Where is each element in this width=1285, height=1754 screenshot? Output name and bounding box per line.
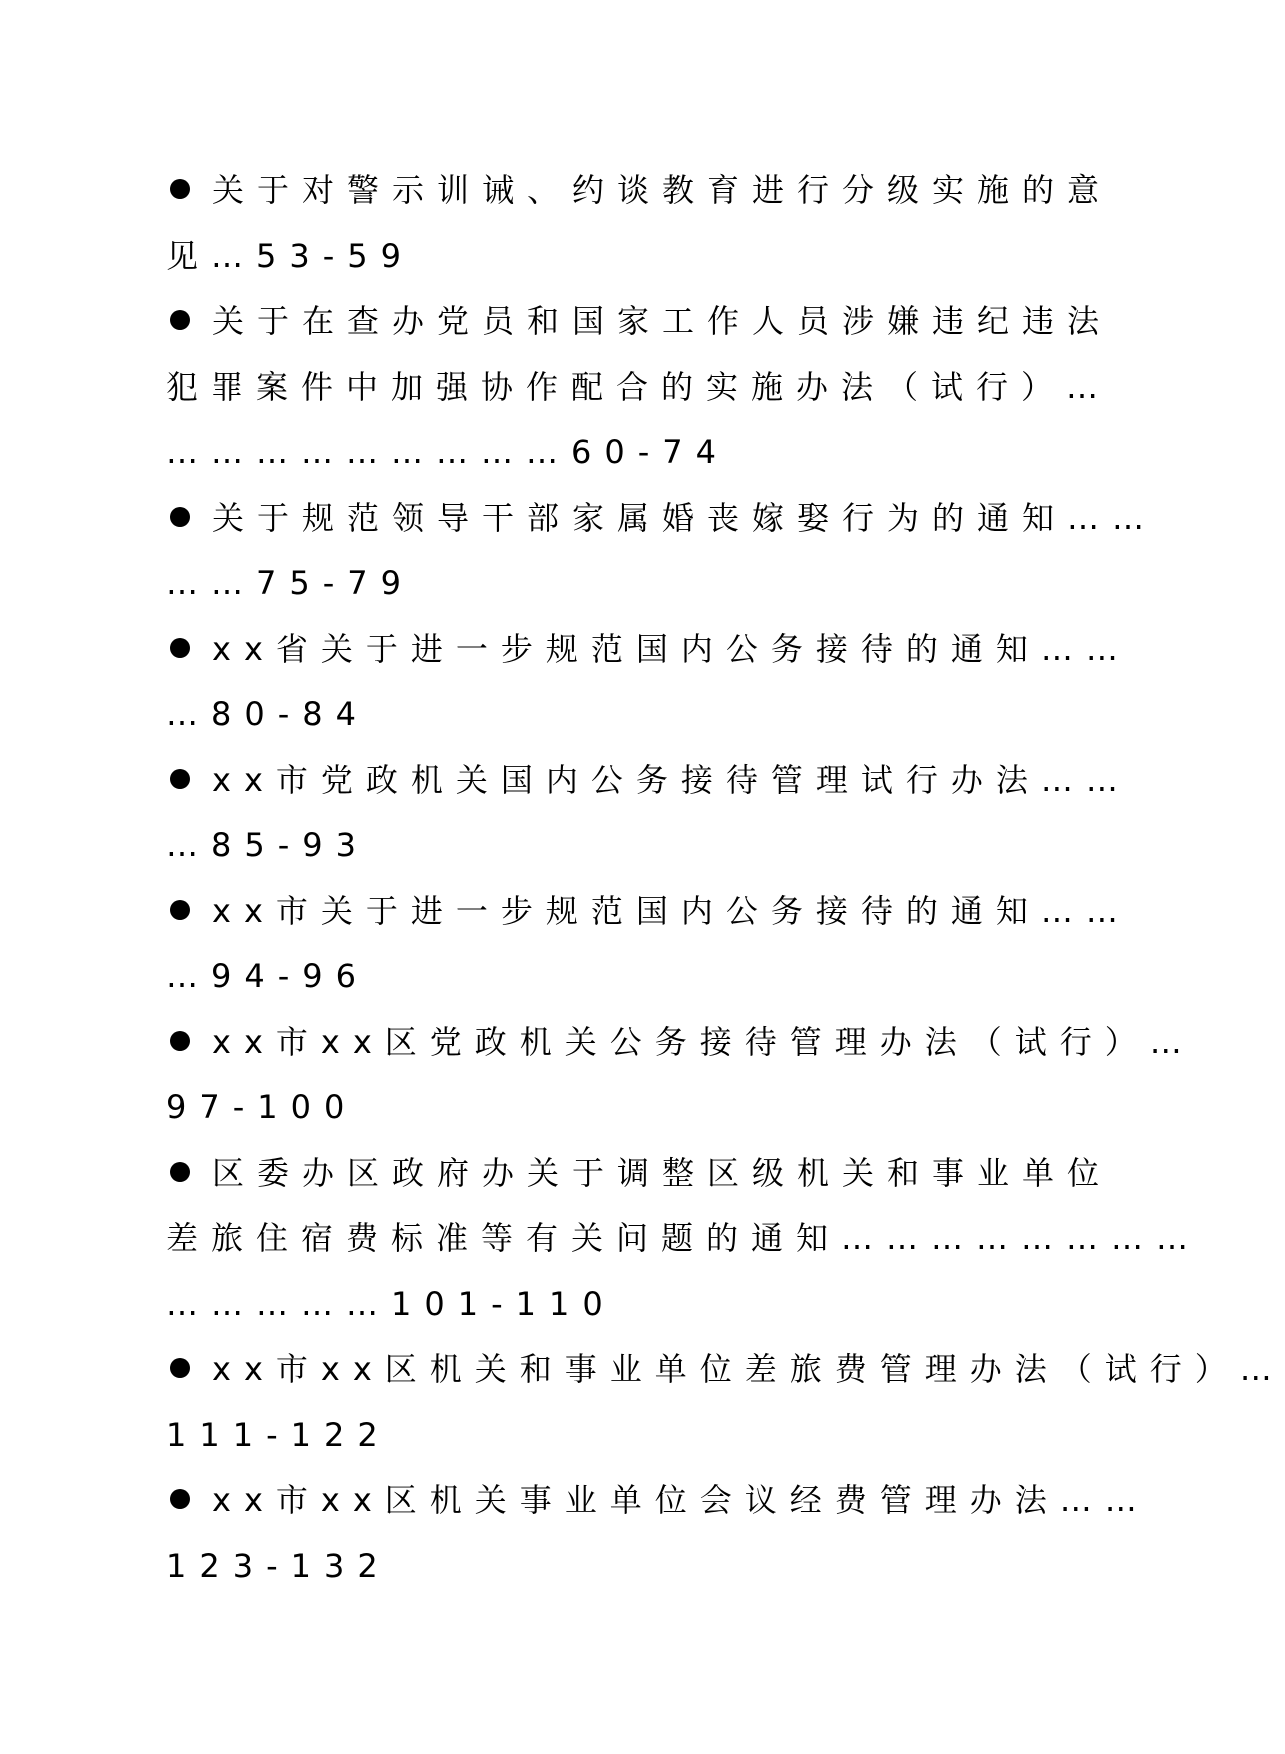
bullet-icon	[170, 1489, 190, 1509]
bullet-icon	[170, 1358, 190, 1378]
toc-entry-line	[166, 1141, 1113, 1207]
toc-entry-text: …80-84	[166, 695, 369, 733]
toc-entry-line	[166, 289, 1113, 355]
toc-entry-line	[166, 1272, 1096, 1338]
toc-entry	[166, 879, 1131, 1010]
toc-entry-line	[166, 748, 1131, 814]
toc-entry-text: xx市党政机关国内公务接待管理试行办法……	[212, 760, 1131, 799]
toc-entry-line	[166, 420, 1096, 486]
toc-entry-line	[166, 1010, 1195, 1076]
bullet-icon	[170, 900, 190, 920]
bullet-icon	[170, 507, 190, 527]
toc-entry-line	[166, 551, 1096, 617]
toc-entry-text: xx市xx区机关事业单位会议经费管理办法……	[212, 1481, 1150, 1519]
toc-entry	[166, 1010, 1195, 1141]
toc-entry-text: ………………………60-74	[166, 433, 729, 471]
toc-entry-text: ……75-79	[166, 564, 414, 602]
bullet-icon	[170, 638, 190, 658]
toc-entry-text: 犯罪案件中加强协作配合的实施办法（试行）…	[166, 367, 1112, 406]
toc-entry-line	[166, 813, 1096, 879]
toc-entry-text: xx市xx区党政机关公务接待管理办法（试行）…	[212, 1022, 1195, 1061]
bullet-icon	[170, 1031, 190, 1051]
toc-entry-text: 关于对警示训诫、约谈教育进行分级实施的意	[212, 171, 1113, 209]
bullet-icon	[170, 1162, 190, 1182]
toc-entry	[166, 617, 1131, 748]
toc-entry	[166, 1141, 1202, 1338]
toc-entry-text: 见…53-59	[166, 236, 414, 275]
toc-entry	[166, 486, 1158, 617]
toc-entry-line	[166, 486, 1158, 552]
bullet-icon	[170, 310, 190, 330]
toc-entry-text: 123-132	[166, 1546, 391, 1585]
toc-entry-line	[166, 1075, 1096, 1141]
toc-entry-text: ……………101-110	[166, 1284, 616, 1323]
toc-entry-text: 关于在查办党员和国家工作人员涉嫌违纪违法	[212, 302, 1113, 340]
toc-entry-line	[166, 355, 1112, 421]
toc-entry-text: …85-93	[166, 826, 369, 864]
toc-entry-line	[166, 944, 1096, 1010]
toc-entry-line	[166, 879, 1131, 945]
toc-entry	[166, 289, 1113, 486]
toc-entry-line	[166, 1468, 1150, 1534]
toc-entry-text: 111-122	[166, 1415, 391, 1454]
toc-entry-line	[166, 224, 1096, 290]
bullet-icon	[170, 769, 190, 789]
toc-entry	[166, 1468, 1150, 1599]
toc-entry	[166, 158, 1113, 289]
toc-entry-text: xx市关于进一步规范国内公务接待的通知……	[212, 891, 1131, 930]
toc-entry-text: xx省关于进一步规范国内公务接待的通知……	[212, 629, 1131, 668]
toc-entry-text: …94-96	[166, 957, 369, 995]
toc-entry-line	[166, 617, 1131, 683]
toc-list	[166, 158, 1285, 1599]
toc-entry-line	[166, 1337, 1285, 1403]
toc-entry-line	[166, 1206, 1202, 1272]
toc-entry-line	[166, 1534, 1096, 1600]
toc-entry	[166, 1337, 1285, 1468]
toc-entry-line	[166, 158, 1113, 224]
toc-entry-text: 区委办区政府办关于调整区级机关和事业单位	[212, 1153, 1113, 1192]
toc-entry-line	[166, 682, 1096, 748]
toc-entry-text: 差旅住宿费标准等有关问题的通知……………………	[166, 1219, 1202, 1257]
toc-entry-text: 关于规范领导干部家属婚丧嫁娶行为的通知……	[212, 498, 1158, 537]
toc-entry-line	[166, 1403, 1096, 1469]
toc-entry-text: xx市xx区机关和事业单位差旅费管理办法（试行）…	[212, 1350, 1285, 1388]
bullet-icon	[170, 179, 190, 199]
toc-entry-text: 97-100	[166, 1088, 358, 1126]
toc-entry	[166, 748, 1131, 879]
